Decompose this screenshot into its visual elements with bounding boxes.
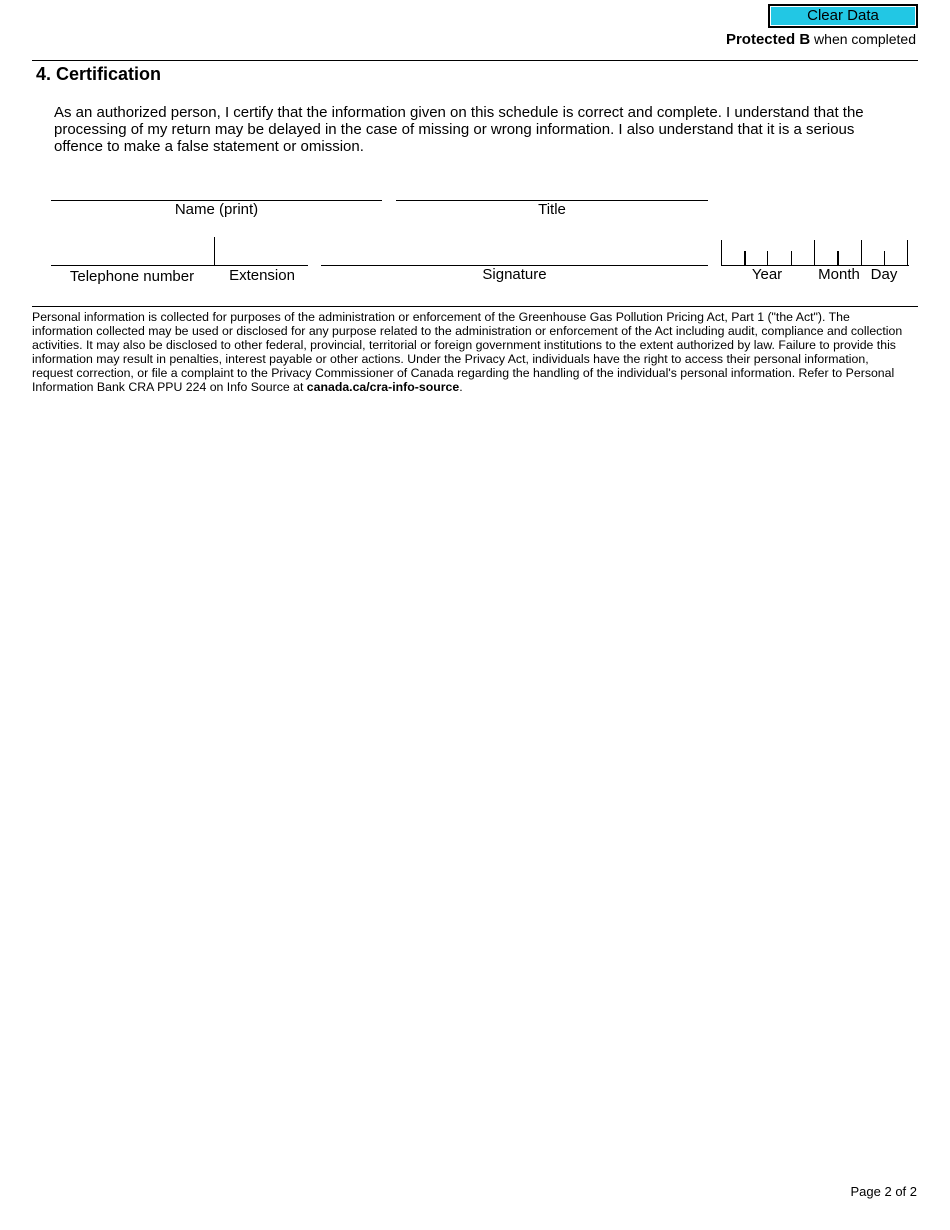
privacy-statement <box>32 310 912 394</box>
telephone-input[interactable] <box>52 244 214 264</box>
telephone-label: Telephone number <box>69 268 195 285</box>
extension-input[interactable] <box>218 244 308 264</box>
protected-label: Protected B <box>725 31 811 48</box>
year-label: Year <box>751 266 783 283</box>
telephone-line <box>51 265 308 266</box>
telephone-extension-divider <box>214 237 215 265</box>
signature-input[interactable] <box>322 244 710 264</box>
date-tick <box>744 251 746 265</box>
privacy-end: . <box>459 380 463 394</box>
date-tick <box>814 240 815 265</box>
clear-data-button[interactable]: Clear Data <box>768 4 918 28</box>
certification-statement: As an authorized person, I certify that the information given on this schedule is correct and complete. I understand that the processing of my return may be delayed in the case of missing or wrong information. I also understand that it is a serious offence to make a false statement or omission. <box>54 104 864 155</box>
privacy-divider <box>32 306 918 307</box>
date-tick <box>884 251 885 265</box>
date-input[interactable] <box>721 240 909 266</box>
title-input[interactable] <box>397 180 710 200</box>
date-tick <box>791 251 792 265</box>
page-number: Page 2 of 2 <box>850 1184 917 1199</box>
extension-label: Extension <box>229 267 295 284</box>
section-title: 4. Certification <box>36 64 162 84</box>
protected-suffix: when completed <box>810 31 916 47</box>
privacy-text: Personal information is collected for purposes of the administration or enforcement of the Greenhouse Gas Pollution Pricing Act, Part 1 ("the Act"). The information collected may be used or disclosed for any purpose related to the administration or enforcement of the Act including audit, compliance and collection activities. It may also be disclosed to other federal, provincial, territorial or foreign government institutions to the extent authorized by law. Failure to provide this information may result in penalties, interest payable or other actions. Under the Privacy Act, individuals have the right to access their personal information, request correction, or file a complaint to the Privacy Commissioner of Canada regarding the handling of the individual's personal information. Refer to Personal Information Bank CRA PPU 224 on Info Source at <box>32 310 903 394</box>
day-label: Day <box>870 266 898 283</box>
title-label: Title <box>538 201 566 218</box>
name-label: Name (print) <box>174 201 259 218</box>
info-source-link[interactable]: canada.ca/cra-info-source <box>306 380 460 394</box>
name-input[interactable] <box>52 180 384 200</box>
month-label: Month <box>818 266 860 283</box>
protected-notice <box>726 31 916 48</box>
date-tick <box>721 240 722 265</box>
top-divider <box>32 60 918 61</box>
date-tick <box>861 240 862 265</box>
date-tick <box>767 251 768 265</box>
date-tick <box>907 240 908 265</box>
signature-label: Signature <box>482 266 547 283</box>
date-tick <box>837 251 839 265</box>
